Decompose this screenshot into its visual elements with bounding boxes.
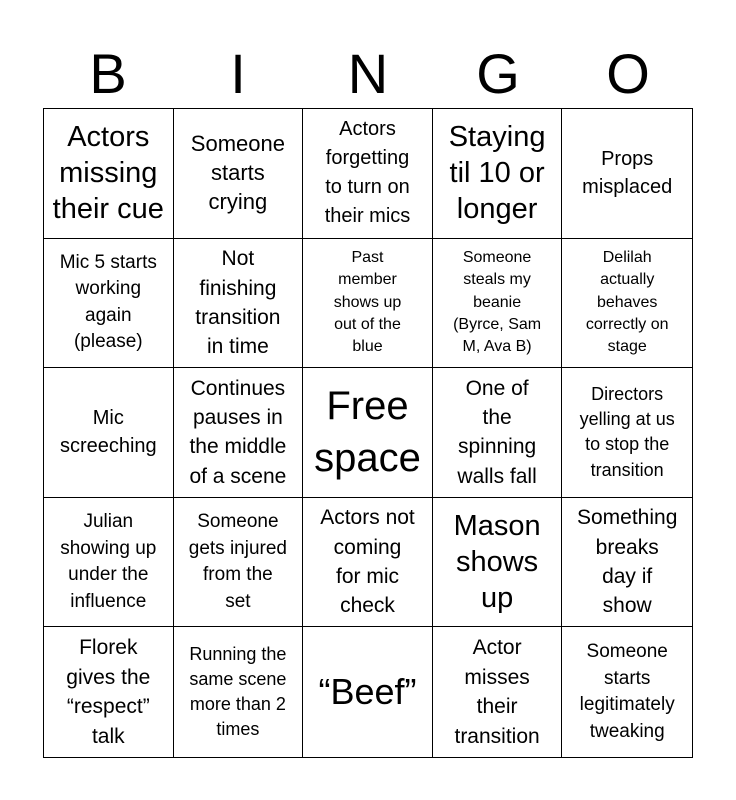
bingo-cell-r2c3[interactable] — [303, 239, 433, 369]
cell-text: Past member shows up out of the blue — [333, 248, 402, 356]
cell-text: Actors missing their cue — [52, 120, 164, 226]
bingo-cell-r3c5[interactable] — [562, 368, 692, 498]
bingo-cell-r2c5[interactable] — [562, 239, 692, 369]
bingo-cell-r5c2[interactable] — [174, 627, 304, 757]
cell-text: One of the spinning walls fall — [457, 376, 537, 488]
bingo-cell-r5c5[interactable] — [562, 627, 692, 757]
bingo-cell-r4c2[interactable] — [174, 498, 304, 628]
bingo-cell-r5c4[interactable] — [433, 627, 563, 757]
bingo-cell-r5c1[interactable] — [44, 627, 174, 757]
cell-text: Running the same scene more than 2 times — [189, 643, 287, 740]
bingo-cell-r3c4[interactable] — [433, 368, 563, 498]
header-letter-i: I — [230, 42, 246, 105]
bingo-cell-r1c3[interactable] — [303, 109, 433, 239]
cell-text: Julian showing up under the influence — [60, 510, 157, 612]
header-letter-o: O — [606, 42, 650, 105]
bingo-grid — [43, 108, 693, 758]
bingo-cell-r2c1[interactable] — [44, 239, 174, 369]
bingo-cell-r3c3-free-space[interactable] — [303, 368, 433, 498]
header-letter-g: G — [476, 42, 520, 105]
bingo-cell-r4c5[interactable] — [562, 498, 692, 628]
cell-text: Delilah actually behaves correctly on stage — [585, 248, 669, 356]
bingo-cell-r4c3[interactable] — [303, 498, 433, 628]
bingo-header — [43, 40, 693, 108]
header-letter-n: N — [347, 42, 389, 105]
cell-text: Not finishing transition in time — [195, 247, 281, 359]
bingo-cell-r4c4[interactable] — [433, 498, 563, 628]
bingo-cell-r1c2[interactable] — [174, 109, 304, 239]
cell-text: Directors yelling at us to stop the transition — [579, 384, 675, 480]
cell-text: Florek gives the “respect” talk — [66, 636, 151, 748]
cell-text: Props misplaced — [582, 148, 673, 199]
cell-text: Someone gets injured from the set — [188, 510, 287, 612]
bingo-cell-r4c1[interactable] — [44, 498, 174, 628]
bingo-cell-r5c3[interactable] — [303, 627, 433, 757]
cell-text: Actor misses their transition — [454, 636, 540, 748]
cell-text: “Beef” — [318, 670, 417, 712]
cell-text: Someone starts legitimately tweaking — [579, 641, 675, 742]
cell-text: Something breaks day if show — [576, 506, 678, 618]
bingo-cell-r3c2[interactable] — [174, 368, 304, 498]
cell-text: Continues pauses in the middle of a scene — [189, 376, 287, 488]
cell-text: Someone steals my beanie (Byrce, Sam M, Ava B) — [453, 248, 542, 356]
cell-text: Staying til 10 or longer — [448, 120, 546, 226]
bingo-cell-r3c1[interactable] — [44, 368, 174, 498]
cell-text: Mason shows up — [453, 509, 541, 615]
header-letter-b: B — [89, 42, 127, 105]
bingo-cell-r2c4[interactable] — [433, 239, 563, 369]
cell-text: Actors forgetting to turn on their mics — [324, 118, 411, 228]
bingo-cell-r2c2[interactable] — [174, 239, 304, 369]
cell-text: Free space — [314, 384, 421, 481]
cell-text: Actors not coming for mic check — [320, 506, 415, 618]
cell-text: Mic screeching — [59, 407, 157, 458]
bingo-cell-r1c5[interactable] — [562, 109, 692, 239]
bingo-cell-r1c1[interactable] — [44, 109, 174, 239]
bingo-cell-r1c4[interactable] — [433, 109, 563, 239]
cell-text: Someone starts crying — [190, 131, 285, 214]
cell-text: Mic 5 starts working again (please) — [59, 251, 157, 353]
